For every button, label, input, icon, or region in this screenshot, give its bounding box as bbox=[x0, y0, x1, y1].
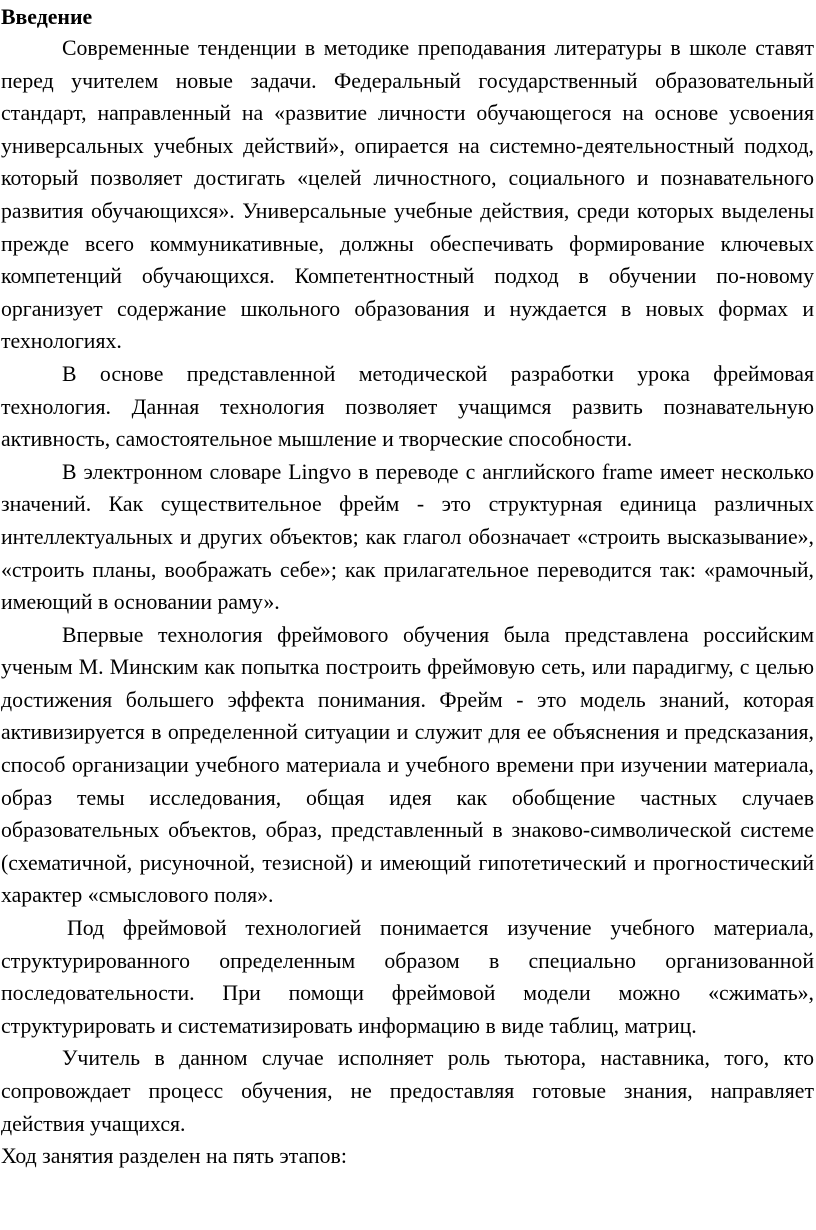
paragraph-minsky-history: Впервые технология фреймового обучения была представлена российским ученым М. Минским как попытка построить фреймовую сеть, или парадигму, с целью достижения большего эффекта понимания. Фрейм - это модель знаний, которая активизируется в определенной ситуации и служит для ее объяснения и предсказания, способ организации учебного материала и учебного времени при изучении материала, образ темы исследования, общая идея как обобщение частных случаев образовательных объектов, образ, представленный в знаково-символической системе (схематичной, рисуночной, тезисной) и имеющий гипотетический и прогностический характер «смыслового поля». bbox=[1, 622, 814, 908]
paragraph-lingvo-definition: В электронном словаре Lingvo в переводе с английского frame имеет несколько значений. Как существительное фрейм - это структурная единица различных интеллектуальных и других объектов; как глагол обозначает «строить высказывание», «строить планы, воображать себе»; как прилагательное переводится так: «рамочный, имеющий в основании раму». bbox=[1, 459, 814, 615]
paragraph-intro-trends: Современные тенденции в методике преподавания литературы в школе ставят перед учителем новые задачи. Федеральный государственный образовательный стандарт, направленный на «развитие личности обучающегося на основе усвоения универсальных учебных действий», опирается на системно-деятельностный подход, который позволяет достигать «целей личностного, социального и познавательного развития обучающихся». Универсальные учебные действия, среди которых выделены прежде всего коммуникативные, должны обеспечивать формирование ключевых компетенций обучающихся. Компетентностный подход в обучении по-новому организует содержание школьного образования и нуждается в новых формах и технологиях. bbox=[1, 36, 814, 354]
paragraph-frame-technology-basis: В основе представленной методической разработки урока фреймовая технология. Данная технология позволяет учащимся развить познавательную активность, самостоятельное мышление и творческие способности. bbox=[1, 361, 814, 452]
paragraph-frame-technology-definition: Под фреймовой технологией понимается изучение учебного материала, структурированного определенным образом в специально организованной последовательности. При помощи фреймовой модели можно «сжимать», структурировать и систематизировать информацию в виде таблиц, матриц. bbox=[1, 916, 814, 1038]
section-heading: Введение bbox=[1, 5, 93, 29]
paragraph-teacher-role: Учитель в данном случае исполняет роль тьютора, наставника, того, кто сопровождает процесс обучения, не предоставляя готовые знания, направляет действия учащихся. bbox=[1, 1046, 814, 1136]
paragraph-lesson-stages: Ход занятия разделен на пять этапов: bbox=[1, 1144, 347, 1169]
